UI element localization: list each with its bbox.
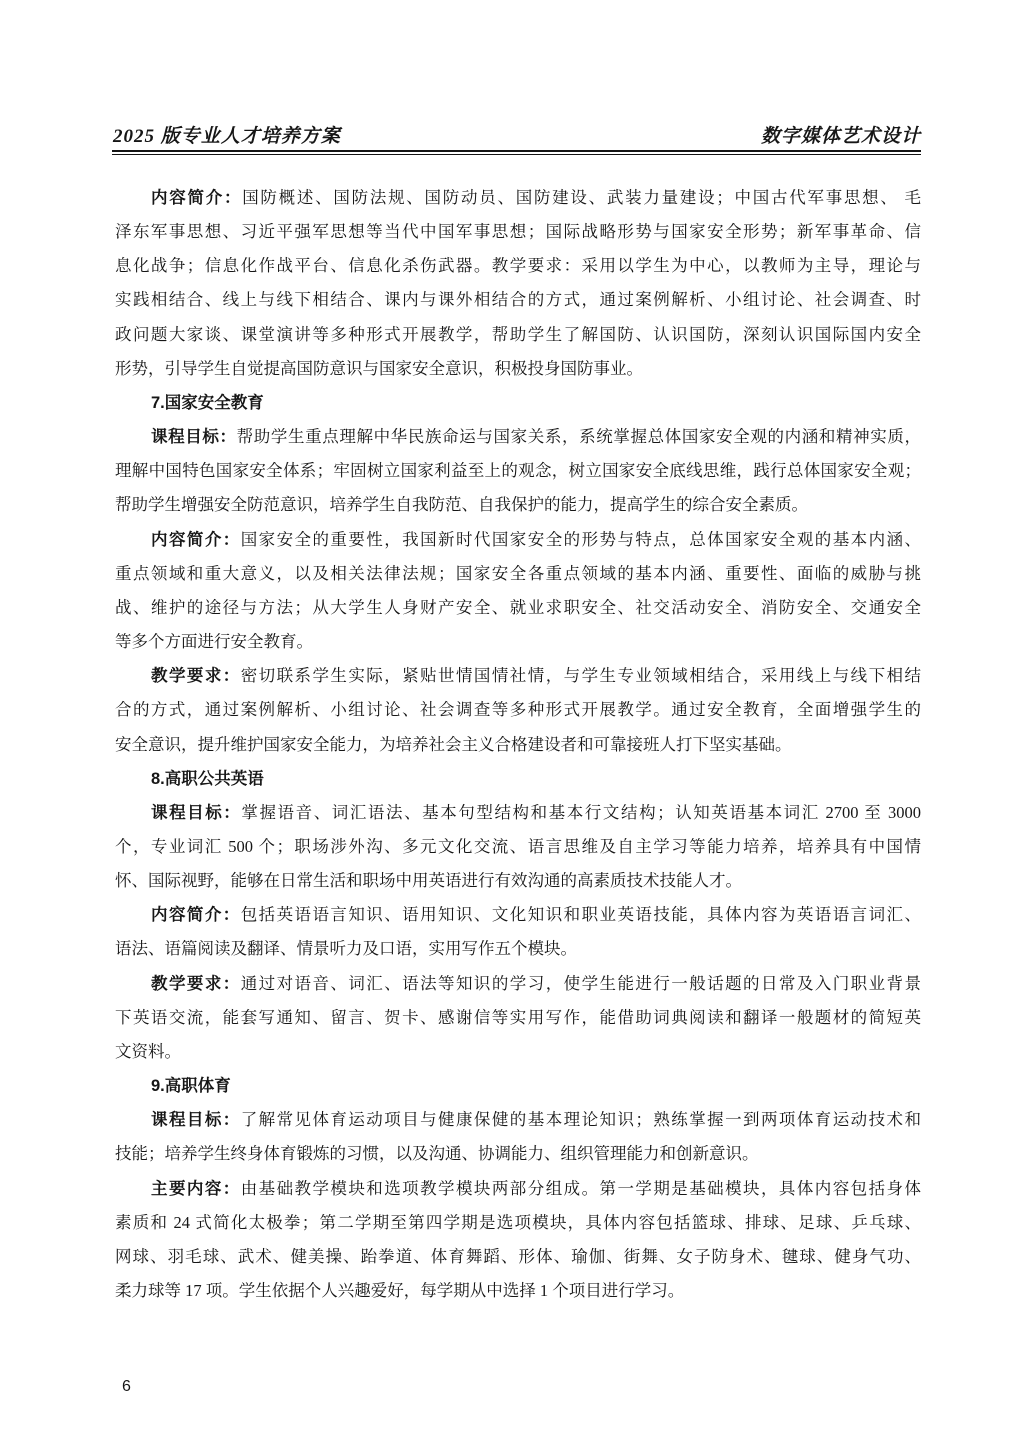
paragraph-text: 密切联系学生实际，紧贴世情国情社情，与学生专业领域相结合，采用线上与线下相结	[240, 666, 922, 686]
paragraph-line	[115, 420, 921, 454]
paragraph-line: 安全意识，提升维护国家安全能力，为培养社会主义合格建设者和可靠接班人打下坚实基础。	[115, 734, 792, 754]
paragraph-line	[115, 1103, 921, 1137]
paragraph-label: 课程目标：	[151, 428, 237, 447]
paragraph-line	[115, 659, 921, 693]
paragraph-line: 政问题大家谈、课堂演讲等多种形式开展教学，帮助学生了解国防、认识国防，深刻认识国际国内安全	[115, 324, 921, 344]
paragraph-line: 柔力球等 17 项。学生依据个人兴趣爱好，每学期从中选择 1 个项目进行学习。	[115, 1281, 685, 1300]
paragraph-line: 实践相结合、线上与线下相结合、课内与课外相结合的方式，通过案例解析、小组讨论、社会调查、时	[115, 290, 921, 310]
paragraph-text: 了解常见体育运动项目与健康保健的基本理论知识；熟练掌握一到两项体育运动技术和	[240, 1110, 922, 1130]
paragraph-line: 下英语交流，能套写通知、留言、贺卡、感谢信等实用写作，能借助词典阅读和翻译一般题材的简短英	[115, 1007, 921, 1027]
page-header	[113, 124, 921, 150]
paragraph-defense-intro	[115, 181, 921, 386]
paragraph-line: 理解中国特色国家安全体系；牢固树立国家利益至上的观念，树立国家安全底线思维，践行总体国家安全观；	[115, 461, 921, 481]
paragraph-label: 内容简介：	[151, 906, 241, 925]
paragraph-line: 等多个方面进行安全教育。	[115, 632, 313, 652]
paragraph-label: 教学要求：	[151, 974, 241, 993]
paragraph-english-content	[115, 898, 921, 966]
paragraph-label: 内容简介：	[151, 530, 241, 549]
paragraph-security-teaching	[115, 659, 921, 761]
paragraph-line: 怀、国际视野，能够在日常生活和职场中用英语进行有效沟通的高素质技术技能人才。	[115, 871, 742, 891]
paragraph-line: 网球、羽毛球、武术、健美操、跆拳道、体育舞蹈、形体、瑜伽、街舞、女子防身术、毽球、健身气功、	[115, 1246, 921, 1266]
paragraph-text: 掌握语音、词汇语法、基本句型结构和基本行文结构；认知英语基本词汇 2700 至 3000	[241, 802, 922, 822]
paragraph-line	[115, 523, 921, 557]
header-left-title: 2025 版专业人才培养方案	[113, 126, 341, 147]
paragraph-security-goals	[115, 420, 921, 522]
paragraph-line: 语法、语篇阅读及翻译、情景听力及口语，实用写作五个模块。	[115, 939, 577, 959]
paragraph-label: 课程目标：	[151, 803, 242, 822]
paragraph-line	[115, 1172, 921, 1206]
paragraph-text: 国防概述、国防法规、国防动员、国防建设、武装力量建设；中国古代军事思想、 毛	[242, 188, 922, 207]
paragraph-text: 通过对语音、词汇、语法等知识的学习，使学生能进行一般话题的日常及入门职业背景	[240, 973, 922, 993]
paragraph-line: 技能；培养学生终身体育锻炼的习惯，以及沟通、协调能力、组织管理能力和创新意识。	[115, 1144, 759, 1164]
paragraph-pe-content	[115, 1172, 921, 1309]
paragraph-line: 合的方式，通过案例解析、小组讨论、社会调查等多种形式开展教学。通过安全教育，全面增强学生的	[115, 700, 921, 720]
paragraph-line	[115, 181, 921, 215]
heading-physical-education: 9.高职体育	[151, 1077, 231, 1096]
paragraph-label: 内容简介：	[151, 189, 243, 207]
paragraph-line: 文资料。	[115, 1041, 181, 1061]
header-right-title: 数字媒体艺术设计	[760, 126, 921, 147]
paragraph-line: 息化战争；信息化作战平台、信息化杀伤武器。教学要求：采用以学生为中心，以教师为主导，理论与	[115, 256, 921, 276]
paragraph-label: 教学要求：	[151, 667, 241, 686]
paragraph-label: 主要内容：	[151, 1179, 241, 1198]
paragraph-security-content	[115, 523, 921, 660]
paragraph-text: 帮助学生重点理解中华民族命运与国家关系，系统掌握总体国家安全观的内涵和精神实质，	[236, 427, 921, 447]
paragraph-pe-goals	[115, 1103, 921, 1171]
paragraph-line: 帮助学生增强安全防范意识，培养学生自我防范、自我保护的能力，提高学生的综合安全素质。	[115, 495, 808, 515]
document-body	[115, 181, 921, 1308]
page-number: 6	[122, 1378, 131, 1395]
heading-national-security-education: 7.国家安全教育	[151, 393, 264, 412]
paragraph-label: 课程目标：	[151, 1111, 241, 1130]
paragraph-line	[115, 796, 921, 830]
paragraph-line: 素质和 24 式简化太极拳；第二学期至第四学期是选项模块，具体内容包括篮球、排球、足球、乒乓球、	[115, 1212, 921, 1232]
paragraph-text: 包括英语语言知识、语用知识、文化知识和职业英语技能，具体内容为英语语言词汇、	[240, 905, 922, 925]
paragraph-line	[115, 898, 921, 932]
paragraph-text: 由基础教学模块和选项教学模块两部分组成。第一学期是基础模块，具体内容包括身体	[240, 1178, 922, 1198]
paragraph-line: 战、维护的途径与方法；从大学生人身财产安全、就业求职安全、社交活动安全、消防安全、交通安全	[115, 597, 921, 617]
paragraph-text: 国家安全的重要性，我国新时代国家安全的形势与特点，总体国家安全观的基本内涵、	[240, 529, 922, 549]
paragraph-line: 个，专业词汇 500 个；职场涉外沟、多元文化交流、语言思维及自主学习等能力培养，培养具有中国情	[115, 836, 921, 856]
paragraph-line	[115, 967, 921, 1001]
paragraph-line: 重点领域和重大意义，以及相关法律法规；国家安全各重点领域的基本内涵、重要性、面临的威胁与挑	[115, 563, 921, 583]
paragraph-line: 泽东军事思想、习近平强军思想等当代中国军事思想；国际战略形势与国家安全形势；新军事革命、信	[115, 222, 921, 242]
paragraph-english-teaching	[115, 967, 921, 1069]
header-double-rule	[112, 150, 921, 155]
paragraph-line: 形势，引导学生自觉提高国防意识与国家安全意识，积极投身国防事业。	[115, 358, 643, 378]
paragraph-english-goals	[115, 796, 921, 898]
heading-public-english: 8.高职公共英语	[151, 769, 264, 788]
